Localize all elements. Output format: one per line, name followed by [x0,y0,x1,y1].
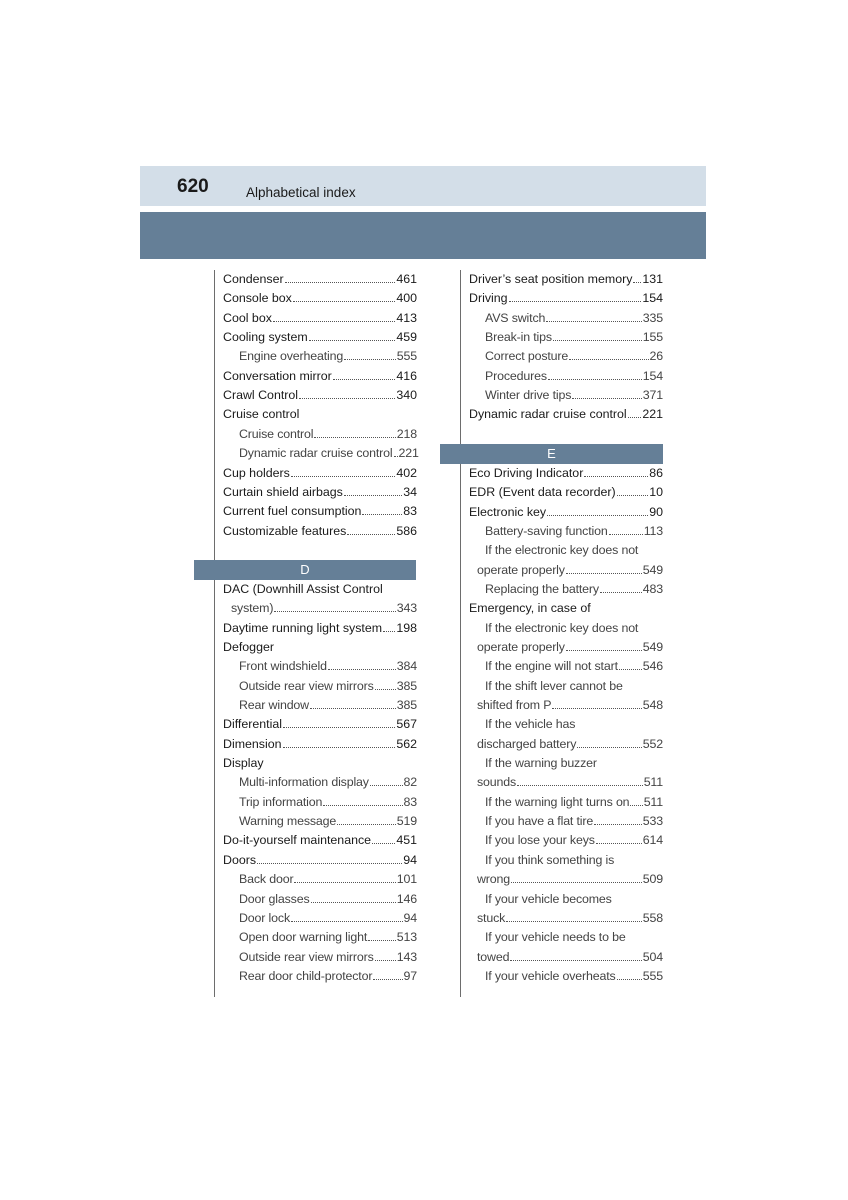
entry-label: Open door warning light [239,930,368,945]
entry-page-number: 555 [396,349,417,364]
index-entry [223,386,417,405]
entry-label: Replacing the battery [485,581,599,596]
index-subentry [485,831,663,850]
index-subentry [239,870,417,889]
entry-page-number: 221 [398,446,419,461]
dot-leader [584,476,648,477]
entry-page-number: 552 [642,736,663,751]
entry-page-number: 511 [643,794,663,809]
index-entry [223,638,417,657]
entry-label: Condenser [223,272,284,286]
dot-leader [517,785,643,786]
entry-label: Warning message [239,814,337,829]
index-subentry [239,347,417,366]
index-subentry [485,657,663,676]
index-subentry [485,347,663,366]
entry-label: If the warning light turns on [485,794,630,809]
entry-label: Dimension [223,736,282,751]
dot-leader [569,359,648,360]
entry-page-number: 413 [396,310,417,325]
dot-leader [314,437,395,438]
entry-page-number: 567 [396,717,417,732]
entry-page-number: 371 [642,388,663,403]
entry-label: Cup holders [223,465,290,480]
dot-leader [291,921,403,922]
section-title: Alphabetical index [246,185,356,200]
dot-leader [333,379,396,380]
entry-page-number: 416 [396,368,417,383]
index-entry [469,405,663,424]
entry-label: Driving [469,291,508,306]
entry-page-number: 83 [403,794,417,809]
index-subentry [485,386,663,405]
entry-label: If the engine will not start [485,659,618,674]
entry-page-number: 143 [396,949,417,964]
dot-leader [572,398,641,399]
entry-page-number: 343 [396,601,417,616]
entry-page-number: 509 [642,872,663,887]
dot-leader [394,456,398,457]
dot-leader [337,824,396,825]
entry-label: shifted from P [477,698,552,712]
entry-page-number: 533 [642,814,663,829]
entry-label: Outside rear view mirrors [239,949,374,964]
dot-leader [510,960,641,961]
entry-page-number: 154 [642,368,663,383]
entry-label: Cruise control [223,407,300,422]
entry-label: If the shift lever cannot be [485,678,623,693]
entry-label: Rear window [239,698,309,712]
entry-label: If the warning buzzer [485,756,597,771]
dot-leader [609,534,643,535]
dot-leader [257,863,402,864]
index-subentry [477,638,663,657]
index-entry [223,851,417,870]
entry-label: Differential [223,717,283,732]
entry-label: stuck [477,910,506,925]
entry-label: If your vehicle overheats [485,968,616,983]
index-subentry [239,948,417,967]
entry-label: Break-in tips [485,330,552,345]
entry-label: If the electronic key does not [485,543,639,558]
index-subentry [485,928,663,947]
entry-label: Door lock [239,910,290,925]
entry-label: If your vehicle becomes [485,891,612,906]
entry-page-number: 82 [403,775,417,790]
entry-page-number: 221 [642,407,663,422]
entry-label: If you think something is [485,852,615,867]
dot-leader [546,321,642,322]
dot-leader [617,495,649,496]
dot-leader [566,573,642,574]
entry-page-number: 549 [642,639,663,654]
entry-label: discharged battery [477,736,577,751]
dot-leader [633,282,641,283]
entry-label: If the vehicle has [485,717,576,732]
dot-leader [273,321,395,322]
dot-leader [293,301,395,302]
index-subentry [239,773,417,792]
index-subentry [477,735,663,754]
entry-label: Eco Driving Indicator [469,465,584,480]
header-band [140,212,706,259]
entry-label: If you have a flat tire [485,814,594,829]
entry-label: Door glasses [239,891,310,906]
dot-leader [373,979,402,980]
index-subentry [477,773,663,792]
dot-leader [274,611,395,612]
entry-page-number: 94 [403,910,417,925]
entry-page-number: 483 [642,581,663,596]
entry-label: operate properly [477,562,565,577]
entry-page-number: 335 [642,310,663,325]
dot-leader [294,882,395,883]
dot-leader [596,843,642,844]
entry-page-number: 86 [649,465,663,480]
index-subentry [485,541,663,560]
entry-label: Correct posture [485,349,569,364]
index-subentry [239,425,417,444]
index-subentry [239,444,417,463]
dot-leader [577,747,642,748]
entry-label: Defogger [223,639,274,654]
entry-page-number: 154 [642,291,663,306]
entry-label: Driver’s seat position memory [469,272,633,286]
entry-page-number: 519 [396,814,417,829]
entry-page-number: 198 [396,620,417,635]
dot-leader [509,301,642,302]
entry-label: Dynamic radar cruise control [239,446,393,461]
index-subentry [239,696,417,715]
dot-leader [600,592,642,593]
dot-leader [362,514,402,515]
entry-page-number: 555 [642,968,663,983]
letter-heading-e: E [440,444,663,464]
dot-leader [283,747,396,748]
index-subentry [485,677,663,696]
entry-label: Current fuel consumption [223,504,362,519]
index-entry [223,464,417,483]
index-subentry [239,793,417,812]
entry-label: Electronic key [469,504,547,519]
entry-label: Outside rear view mirrors [239,678,374,693]
dot-leader [310,708,396,709]
index-entry [469,289,663,308]
index-subentry [485,309,663,328]
index-entry [223,289,417,308]
entry-page-number: 558 [642,910,663,925]
entry-page-number: 131 [642,272,663,286]
entry-page-number: 34 [403,484,417,499]
index-subentry [485,522,663,541]
entry-page-number: 513 [396,930,417,945]
index-subentry [239,812,417,831]
dot-leader [328,669,396,670]
entry-label: Front windshield [239,659,327,674]
index-entry [223,715,417,734]
dot-leader [344,359,396,360]
entry-label: Trip information [239,794,323,809]
entry-page-number: 546 [642,659,663,674]
index-column-left [214,270,419,997]
dot-leader [548,379,642,380]
index-entry [223,831,417,850]
entry-label: Do-it-yourself maintenance [223,833,372,848]
dot-leader [291,476,396,477]
index-entry [469,503,663,522]
dot-leader [309,340,396,341]
entry-label: Rear door child-protector [239,968,373,983]
index-subentry [477,696,663,715]
entry-page-number: 400 [396,291,417,306]
dot-leader [383,631,395,632]
dot-leader [628,417,642,418]
index-entry [223,328,417,347]
index-subentry [485,793,663,812]
dot-leader [630,805,642,806]
index-entry [469,599,663,618]
entry-label: If the electronic key does not [485,620,639,635]
index-entry [469,270,663,289]
dot-leader [566,650,642,651]
entry-page-number: 385 [396,698,417,712]
entry-label: Winter drive tips [485,388,572,403]
entry-page-number: 549 [642,562,663,577]
entry-page-number: 97 [403,968,417,983]
entry-label: Display [223,756,264,771]
entry-label: Conversation mirror [223,368,332,383]
dot-leader [547,515,648,516]
index-subentry [477,561,663,580]
entry-page-number: 113 [643,523,663,538]
index-entry [223,522,417,541]
entry-label: Battery-saving function [485,523,608,538]
entry-label: Dynamic radar cruise control [469,407,627,422]
entry-label: Doors [223,852,257,867]
entry-page-number: 155 [642,330,663,345]
entry-page-number: 459 [396,330,417,345]
dot-leader [372,843,395,844]
index-subentry [485,715,663,734]
entry-label: Cooling system [223,330,308,345]
entry-label: Engine overheating [239,349,344,364]
index-entry [223,405,417,424]
entry-label: Daytime running light system [223,620,383,635]
dot-leader [511,882,642,883]
entry-label: Emergency, in case of [469,601,591,616]
index-subentry [485,367,663,386]
entry-label: DAC (Downhill Assist Control [223,581,383,596]
entry-label: If you lose your keys [485,833,595,848]
dot-leader [311,902,396,903]
dot-leader [553,340,642,341]
entry-label: wrong [477,872,510,887]
index-subentry [477,909,663,928]
dot-leader [506,921,642,922]
entry-page-number: 384 [396,659,417,674]
index-entry [223,502,417,521]
index-entry [469,464,663,483]
entry-page-number: 94 [403,852,417,867]
dot-leader [375,960,396,961]
index-entry [223,309,417,328]
entry-label: Crawl Control [223,388,299,403]
entry-page-number: 146 [396,891,417,906]
index-entry [223,270,417,289]
entry-label: towed [477,949,510,964]
entry-label: Multi-information display [239,775,369,790]
entry-label: sounds [477,775,517,790]
index-subentry [485,812,663,831]
index-subentry [485,851,663,870]
dot-leader [552,708,641,709]
entry-page-number: 90 [649,504,663,519]
entry-page-number: 340 [396,388,417,403]
index-entry [223,367,417,386]
index-subentry [485,890,663,909]
index-entry [469,483,663,502]
index-column-right [460,270,661,997]
entry-page-number: 562 [396,736,417,751]
entry-page-number: 461 [396,272,417,286]
index-subentry [231,599,417,618]
entry-label: Cool box [223,310,272,325]
index-subentry [485,754,663,773]
page-number: 620 [177,176,209,197]
index-subentry [485,967,663,986]
entry-label: Back door [239,872,294,887]
index-entry [223,735,417,754]
index-entry [223,754,417,773]
dot-leader [375,689,396,690]
entry-page-number: 614 [642,833,663,848]
dot-leader [344,495,402,496]
entry-page-number: 218 [396,426,417,441]
index-subentry [239,909,417,928]
index-entry [223,580,417,599]
entry-page-number: 83 [403,504,417,519]
entry-page-number: 402 [396,465,417,480]
entry-page-number: 10 [649,485,663,500]
entry-page-number: 385 [396,678,417,693]
entry-label: Console box [223,291,292,306]
dot-leader [285,282,396,283]
index-subentry [239,657,417,676]
dot-leader [299,398,395,399]
dot-leader [617,979,642,980]
index-subentry [485,619,663,638]
index-entry [223,619,417,638]
index-subentry [239,967,417,986]
entry-page-number: 26 [649,349,663,364]
entry-page-number: 101 [396,872,417,887]
dot-leader [370,785,403,786]
dot-leader [283,727,395,728]
entry-label: If your vehicle needs to be [485,930,626,945]
entry-label: Curtain shield airbags [223,484,343,499]
index-subentry [239,890,417,909]
index-subentry [239,928,417,947]
entry-page-number: 548 [642,698,663,712]
entry-page-number: 586 [396,523,417,538]
dot-leader [368,940,396,941]
dot-leader [347,534,395,535]
index-subentry [477,948,663,967]
dot-leader [323,805,402,806]
entry-label: AVS switch [485,310,546,325]
letter-heading-d: D [194,560,416,580]
index-subentry [477,870,663,889]
entry-label: operate properly [477,639,565,654]
entry-page-number: 451 [396,833,417,848]
header-bar [140,166,706,206]
entry-label: Customizable features [223,523,347,538]
index-subentry [485,328,663,347]
entry-page-number: 511 [643,775,663,790]
index-subentry [485,580,663,599]
entry-label: system) [231,601,274,616]
dot-leader [594,824,642,825]
entry-label: EDR (Event data recorder) [469,485,616,500]
index-entry [223,483,417,502]
dot-leader [619,669,642,670]
index-subentry [239,677,417,696]
entry-label: Cruise control [239,426,314,441]
entry-page-number: 504 [642,949,663,964]
entry-label: Procedures [485,368,547,383]
